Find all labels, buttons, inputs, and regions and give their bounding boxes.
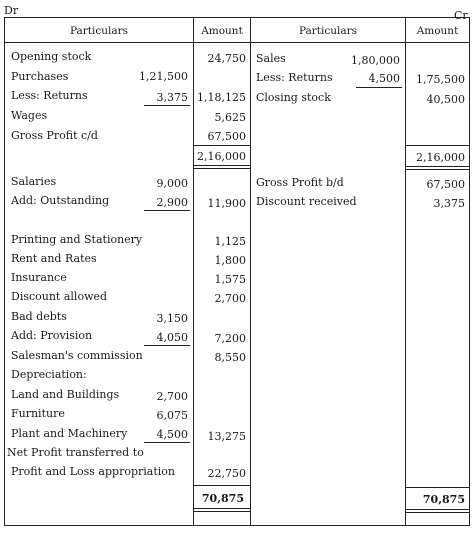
salaries-total-amount: 11,900 (207, 197, 246, 210)
salesman-commission-amount: 8,550 (214, 351, 246, 364)
insurance-label: Insurance (11, 271, 67, 284)
closing-stock-amount: 40,500 (426, 93, 465, 106)
gross-profit-cd-amount: 67,500 (207, 130, 246, 143)
salaries-inner-amount: 9,000 (156, 177, 188, 190)
rent-amount: 1,800 (214, 254, 246, 267)
left-total2-double-rule (193, 508, 250, 512)
credit-label: Cr (454, 9, 468, 22)
sales-returns-inner-amount: 4,500 (368, 72, 400, 85)
bad-debts-inner-amount: 3,150 (156, 312, 188, 325)
left-total2-top-rule (193, 485, 250, 486)
net-profit-label-line1: Net Profit transferred to (7, 446, 144, 459)
salaries-outstanding-inner-amount: 2,900 (156, 196, 188, 209)
salesman-commission-label: Salesman's commission (11, 349, 143, 362)
left-total2-amount: 70,875 (201, 492, 244, 505)
table-bottom-border (4, 525, 470, 526)
debit-label: Dr (4, 4, 19, 17)
purchases-label: Purchases (11, 70, 69, 83)
opening-stock-label: Opening stock (11, 50, 92, 63)
right-total2-top-rule (405, 487, 469, 488)
plant-machinery-inner-amount: 4,500 (156, 428, 188, 441)
depreciation-total-amount: 13,275 (207, 430, 246, 443)
gross-profit-bd-label: Gross Profit b/d (256, 176, 344, 189)
rent-label: Rent and Rates (11, 252, 97, 265)
gross-profit-bd-amount: 67,500 (426, 178, 465, 191)
outstanding-underline (144, 210, 190, 211)
header-left-amount: Amount (201, 25, 243, 37)
net-profit-label-line2: Profit and Loss appropriation (11, 465, 175, 478)
wages-label: Wages (11, 109, 48, 122)
table-top-border (4, 17, 470, 18)
discount-received-amount: 3,375 (433, 197, 465, 210)
right-border (469, 17, 470, 525)
plant-underline (144, 442, 190, 443)
depreciation-label: Depreciation: (11, 368, 87, 381)
bad-debts-label: Bad debts (11, 310, 67, 323)
left-total1-double-rule (193, 165, 250, 169)
net-profit-amount: 22,750 (207, 467, 246, 480)
furniture-inner-amount: 6,075 (156, 409, 188, 422)
left-border (4, 17, 5, 525)
provision-underline (144, 345, 190, 346)
gross-profit-cd-label: Gross Profit c/d (11, 129, 98, 142)
net-purchases-amount: 1,18,125 (197, 91, 246, 104)
closing-stock-label: Closing stock (256, 91, 331, 104)
provision-label: Add: Provision (11, 329, 93, 342)
purchase-returns-underline (144, 105, 190, 106)
land-buildings-inner-amount: 2,700 (156, 390, 188, 403)
right-total2-double-rule (405, 509, 469, 513)
plant-machinery-label: Plant and Machinery (11, 427, 128, 440)
right-total1-top-rule (405, 145, 469, 146)
insurance-amount: 1,575 (214, 273, 246, 286)
discount-allowed-amount: 2,700 (214, 292, 246, 305)
provision-inner-amount: 4,050 (156, 331, 188, 344)
sales-label: Sales (256, 52, 286, 65)
salaries-outstanding-label: Add: Outstanding (11, 194, 110, 207)
sales-returns-underline (356, 87, 402, 88)
printing-label: Printing and Stationery (11, 233, 143, 246)
bad-debts-total-amount: 7,200 (214, 332, 246, 345)
net-sales-amount: 1,75,500 (416, 73, 465, 86)
purchase-returns-label: Less: Returns (11, 89, 88, 102)
wages-amount: 5,625 (214, 111, 246, 124)
left-total1-top-rule (193, 145, 250, 146)
sales-returns-label: Less: Returns (256, 71, 333, 84)
left-total1-amount: 2,16,000 (197, 150, 246, 163)
header-right-amount: Amount (416, 25, 459, 37)
discount-allowed-label: Discount allowed (11, 290, 108, 303)
header-bottom-border (4, 42, 470, 43)
salaries-label: Salaries (11, 175, 57, 188)
opening-stock-amount: 24,750 (207, 52, 246, 65)
right-total1-amount: 2,16,000 (416, 151, 465, 164)
land-buildings-label: Land and Buildings (11, 388, 120, 401)
sales-inner-amount: 1,80,000 (351, 54, 400, 67)
furniture-label: Furniture (11, 407, 65, 420)
center-divider (250, 17, 251, 525)
purchases-inner-amount: 1,21,500 (139, 70, 188, 83)
right-total2-amount: 70,875 (422, 493, 465, 506)
printing-amount: 1,125 (214, 235, 246, 248)
right-total1-double-rule (405, 166, 469, 170)
header-left-particulars: Particulars (69, 25, 129, 37)
header-right-particulars: Particulars (298, 25, 358, 37)
discount-received-label: Discount received (256, 195, 357, 208)
purchase-returns-inner-amount: 3,375 (156, 91, 188, 104)
